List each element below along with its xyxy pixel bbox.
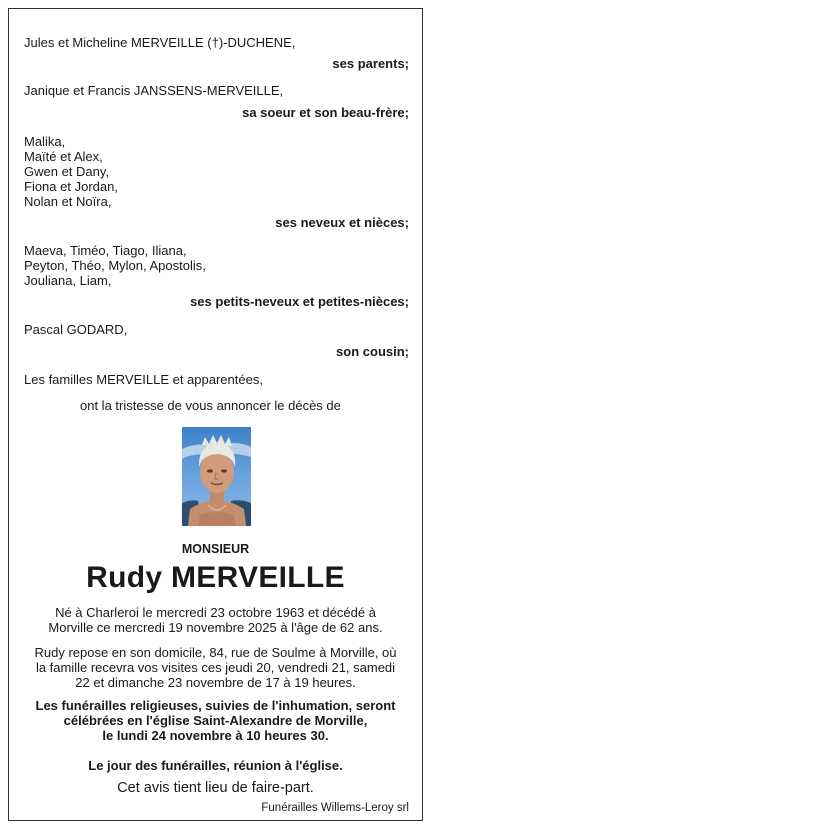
nephew-line: Maïté et Alex, (24, 149, 103, 164)
visits-line: la famille recevra vos visites ces jeudi 20, vendredi 21, samedi (35, 660, 396, 675)
funeral-line: le lundi 24 novembre à 10 heures 30. (102, 728, 329, 743)
nephew-line: Fiona et Jordan, (24, 179, 118, 194)
cousin-label: son cousin; (336, 344, 409, 359)
sister-label: sa soeur et son beau-frère; (242, 105, 409, 120)
cousin-name: Pascal GODARD, (24, 322, 128, 337)
announcement: ont la tristesse de vous annoncer le décès de (80, 398, 341, 413)
notice-line: Cet avis tient lieu de faire-part. (117, 780, 314, 796)
grandnephew-line: Jouliana, Liam, (24, 273, 112, 288)
sister-names: Janique et Francis JANSSENS-MERVEILLE, (24, 83, 284, 98)
parents-names: Jules et Micheline MERVEILLE (†)-DUCHENE, (24, 35, 296, 50)
portrait-photo (182, 427, 251, 526)
families-line: Les familles MERVEILLE et apparentées, (24, 372, 263, 387)
birth-death-line: Morville ce mercredi 19 novembre 2025 à l'âge de 62 ans. (48, 620, 383, 635)
obituary-notice (8, 8, 423, 821)
funeral-home: Funérailles Willems-Leroy srl (261, 802, 409, 814)
nephew-line: Nolan et Noïra, (24, 194, 112, 209)
nephew-line: Malika, (24, 134, 66, 149)
birth-death-line: Né à Charleroi le mercredi 23 octobre 1963 et décédé à (55, 605, 376, 620)
honorific-title: MONSIEUR (181, 542, 250, 556)
deceased-name: Rudy MERVEILLE (86, 561, 345, 594)
nephews-label: ses neveux et nièces; (275, 215, 409, 230)
funeral-line: Les funérailles religieuses, suivies de l'inhumation, seront (35, 698, 396, 713)
visits-line: Rudy repose en son domicile, 84, rue de Soulme à Morville, où (34, 645, 397, 660)
grandnephew-line: Maeva, Timéo, Tiago, Iliana, (24, 243, 187, 258)
meeting-note: Le jour des funérailles, réunion à l'église. (88, 758, 343, 773)
nephew-line: Gwen et Dany, (24, 164, 110, 179)
visits-line: 22 et dimanche 23 novembre de 17 à 19 heures. (75, 675, 356, 690)
grandnephews-label: ses petits-neveux et petites-nièces; (190, 294, 409, 309)
parents-label: ses parents; (332, 56, 409, 71)
grandnephew-line: Peyton, Théo, Mylon, Apostolis, (24, 258, 206, 273)
funeral-line: célébrées en l'église Saint-Alexandre de Morville, (63, 713, 368, 728)
